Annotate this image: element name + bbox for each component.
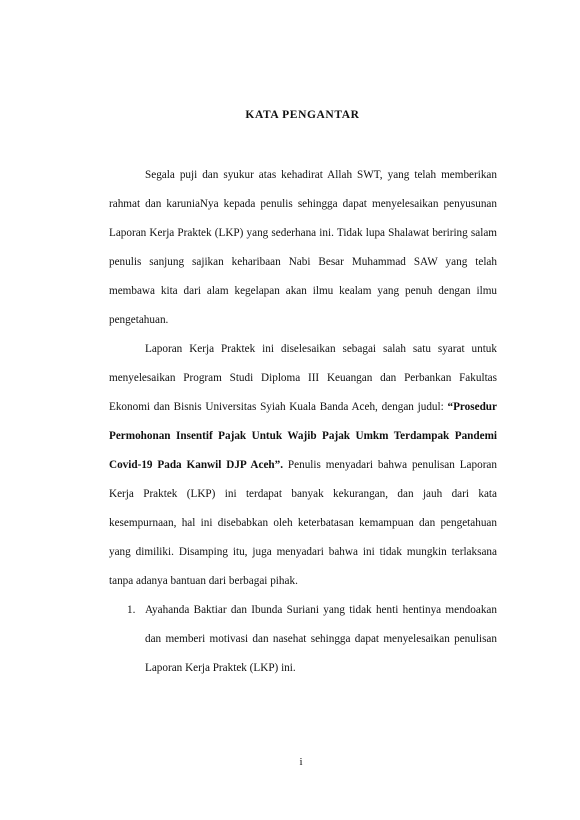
list-item-text: Ayahanda Baktiar dan Ibunda Suriani yang tidak henti hentinya mendoakan dan memberi motivasi dan nasehat sehingga dapat menyelesaikan penulisan Laporan Kerja Praktek (LKP) ini. — [145, 604, 497, 674]
report-title-text: “Prosedur Permohonan Insentif Pajak Untuk Wajib Pajak Umkm Terdampak Pandemi Covid-19 Pada Kanwil DJP Aceh”. — [109, 401, 497, 471]
acknowledgement-list — [109, 596, 497, 683]
document-body — [109, 161, 497, 683]
list-item — [109, 596, 497, 683]
paragraph-opening: Segala puji dan syukur atas kehadirat Allah SWT, yang telah memberikan rahmat dan karuniaNya kepada penulis sehingga dapat menyelesaikan penyusunan Laporan Kerja Praktek (LKP) yang sederhana ini. Tidak lupa Shalawat beriring salam penulis sanjung sajikan keharibaan Nabi Besar Muhammad SAW yang telah membawa kita dari alam kegelapan akan ilmu kealam yang penuh dengan ilmu pengetahuan. — [109, 169, 497, 326]
list-item-number: 1. — [127, 604, 136, 616]
paragraph-rest-text: Penulis menyadari bahwa penulisan Laporan Kerja Praktek (LKP) ini terdapat banyak kekurangan, dan jauh dari kata kesempurnaan, hal ini disebabkan oleh keterbatasan kemampuan dan pengetahuan yang dimiliki. Disamping itu, juga menyadari bahwa ini tidak mungkin terlaksana tanpa adanya bantuan dari berbagai pihak. — [109, 459, 497, 587]
paragraph-intro-text: Laporan Kerja Praktek ini diselesaikan sebagai salah satu syarat untuk menyelesaikan Program Studi Diploma III Keuangan dan Perbankan Fakultas Ekonomi dan Bisnis Universitas Syiah Kuala Banda Aceh, dengan judul: — [109, 343, 497, 413]
page-number: i — [299, 756, 303, 768]
paragraph-report-purpose — [109, 335, 497, 596]
page-title: KATA PENGANTAR — [245, 109, 360, 121]
